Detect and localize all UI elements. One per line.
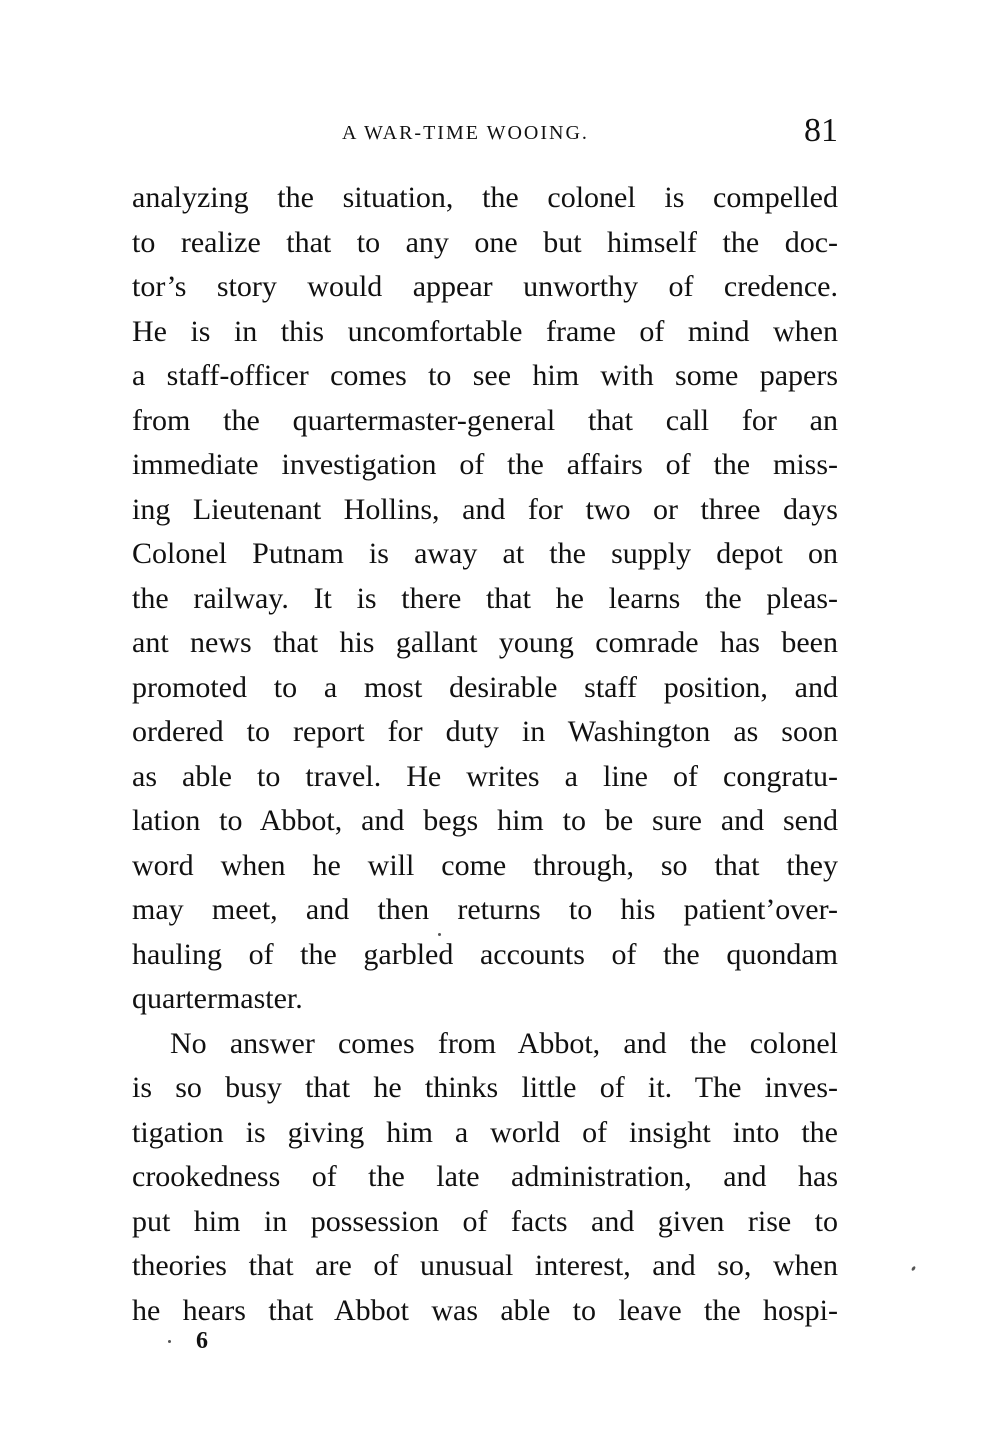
- text-line: hauling of the garbled accounts of the quondam: [132, 937, 838, 971]
- text-line: may meet, and then returns to his patient’over-: [132, 893, 838, 926]
- text-line: a staff-officer comes to see him with some papers: [132, 359, 838, 392]
- text-line: Colonel Putnam is away at the supply depot on: [132, 537, 838, 570]
- text-line: promoted to a most desirable staff position, and: [132, 670, 838, 704]
- text-line: lation to Abbot, and begs him to be sure and send: [132, 804, 838, 837]
- body-text: [132, 176, 838, 1333]
- text-line: he hears that Abbot was able to leave the hospi-: [132, 1293, 838, 1327]
- text-line: theories that are of unusual interest, and so, when: [132, 1249, 838, 1282]
- scan-speck: [168, 1340, 171, 1343]
- page-number: 81: [804, 112, 838, 149]
- text-line: crookedness of the late administration, and has: [132, 1160, 838, 1193]
- signature-mark: 6: [196, 1328, 208, 1354]
- text-line: ant news that his gallant young comrade has been: [132, 626, 838, 659]
- scan-speck: [911, 1266, 916, 1272]
- text-line: is so busy that he thinks little of it. The inves-: [132, 1071, 838, 1104]
- text-line: No answer comes from Abbot, and the colonel: [170, 1026, 838, 1060]
- scan-speck: [438, 933, 441, 936]
- text-line: immediate investigation of the affairs of the miss-: [132, 448, 838, 481]
- text-line: from the quartermaster-general that call for an: [132, 403, 838, 437]
- running-title: A WAR-TIME WOOING.: [342, 122, 589, 144]
- text-line: analyzing the situation, the colonel is compelled: [132, 181, 838, 214]
- text-line: ing Lieutenant Hollins, and for two or three days: [132, 492, 838, 526]
- text-line: He is in this uncomfortable frame of mind when: [132, 314, 838, 348]
- running-head: [132, 112, 838, 156]
- text-line: as able to travel. He writes a line of congratu-: [132, 759, 838, 793]
- text-line: quartermaster.: [132, 982, 303, 1015]
- text-line: tigation is giving him a world of insight into the: [132, 1115, 838, 1149]
- text-line: the railway. It is there that he learns the pleas-: [132, 581, 838, 615]
- text-line: to realize that to any one but himself the doc-: [132, 225, 838, 259]
- text-line: word when he will come through, so that they: [132, 848, 838, 882]
- text-line: put him in possession of facts and given rise to: [132, 1204, 838, 1238]
- text-line: tor’s story would appear unworthy of credence.: [132, 270, 838, 303]
- text-line: ordered to report for duty in Washington as soon: [132, 715, 838, 748]
